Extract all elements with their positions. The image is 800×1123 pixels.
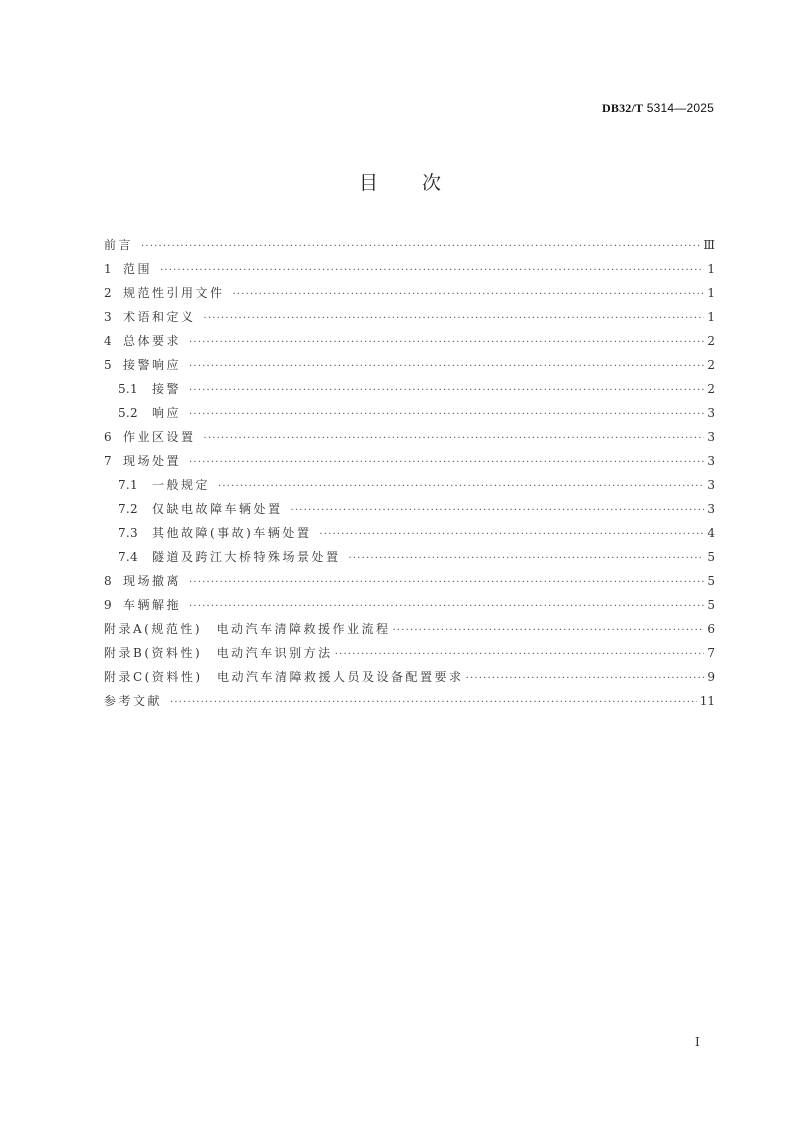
page-title-char-1: 目 xyxy=(358,172,378,194)
toc-leader-dots xyxy=(141,235,700,259)
toc-entry-section-1[interactable] xyxy=(104,257,715,281)
toc-entry-label: 参考文献 xyxy=(104,694,163,708)
toc-entry-appendix-a[interactable] xyxy=(104,617,715,641)
toc-entry-label: 现场处置 xyxy=(123,454,182,468)
toc-leader-dots xyxy=(204,427,705,451)
toc-entry-label: 响应 xyxy=(152,406,182,420)
page-title xyxy=(0,168,800,195)
toc-entry-page: 1 xyxy=(707,286,715,300)
toc-entry-label: 总体要求 xyxy=(123,334,182,348)
toc-entry-label: 规范性引用文件 xyxy=(123,286,225,300)
toc-leader-dots xyxy=(204,307,705,331)
toc-entry-number: 9 xyxy=(104,598,112,612)
toc-entry-page: 5 xyxy=(707,574,715,588)
table-of-contents xyxy=(104,233,715,713)
toc-entry-section-4[interactable] xyxy=(104,329,715,353)
toc-entry-number: 5 xyxy=(104,358,112,372)
toc-entry-label: 附录C(资料性) 电动汽车清障救援人员及设备配置要求 xyxy=(104,670,464,684)
toc-entry-page: 3 xyxy=(707,430,715,444)
toc-entry-number: 7.3 xyxy=(118,526,138,540)
document-code-prefix: DB32/T xyxy=(602,101,644,115)
toc-entry-page: Ⅲ xyxy=(703,238,715,252)
toc-entry-section-3[interactable] xyxy=(104,305,715,329)
toc-entry-section-9[interactable] xyxy=(104,593,715,617)
toc-entry-label: 附录B(资料性) 电动汽车识别方法 xyxy=(104,646,333,660)
toc-leader-dots xyxy=(291,499,705,523)
toc-entry-foreword[interactable] xyxy=(104,233,715,257)
document-code xyxy=(602,101,714,116)
toc-entry-section-7[interactable] xyxy=(104,449,715,473)
toc-entry-label: 附录A(规范性) 电动汽车清障救援作业流程 xyxy=(104,622,391,636)
toc-entry-references[interactable] xyxy=(104,689,715,713)
toc-entry-section-8[interactable] xyxy=(104,569,715,593)
toc-entry-number: 2 xyxy=(104,286,112,300)
toc-leader-dots xyxy=(189,355,704,379)
toc-entry-label: 前言 xyxy=(104,238,134,252)
toc-entry-label: 作业区设置 xyxy=(123,430,196,444)
page-title-char-2: 次 xyxy=(422,172,442,194)
page-number: Ⅰ xyxy=(695,1035,700,1049)
toc-leader-dots xyxy=(218,475,704,499)
toc-entry-number: 7 xyxy=(104,454,112,468)
toc-entry-number: 4 xyxy=(104,334,112,348)
toc-entry-label: 仅缺电故障车辆处置 xyxy=(152,502,283,516)
toc-leader-dots xyxy=(189,331,704,355)
toc-entry-appendix-c[interactable] xyxy=(104,665,715,689)
toc-entry-page: 5 xyxy=(707,598,715,612)
toc-entry-page: 1 xyxy=(707,310,715,324)
toc-entry-section-5-2[interactable] xyxy=(104,401,715,425)
toc-entry-number: 3 xyxy=(104,310,112,324)
toc-entry-label: 一般规定 xyxy=(152,478,211,492)
toc-leader-dots xyxy=(189,379,704,403)
toc-entry-label: 车辆解拖 xyxy=(123,598,182,612)
toc-entry-page: 3 xyxy=(707,478,715,492)
toc-entry-page: 6 xyxy=(707,622,715,636)
toc-entry-label: 范围 xyxy=(123,262,153,276)
toc-entry-number: 1 xyxy=(104,262,112,276)
toc-entry-label: 其他故障(事故)车辆处置 xyxy=(152,526,312,540)
toc-leader-dots xyxy=(393,619,705,643)
toc-leader-dots xyxy=(189,403,704,427)
toc-entry-section-5[interactable] xyxy=(104,353,715,377)
toc-entry-label: 现场撤离 xyxy=(123,574,182,588)
toc-leader-dots xyxy=(466,667,705,691)
toc-entry-page: 2 xyxy=(707,334,715,348)
toc-leader-dots xyxy=(189,571,704,595)
toc-entry-number: 5.2 xyxy=(118,406,138,420)
toc-entry-page: 11 xyxy=(699,694,715,708)
toc-entry-number: 6 xyxy=(104,430,112,444)
toc-entry-section-7-3[interactable] xyxy=(104,521,715,545)
toc-entry-page: 7 xyxy=(707,646,715,660)
document-code-number: 5314—2025 xyxy=(646,101,714,115)
toc-entry-number: 8 xyxy=(104,574,112,588)
toc-entry-section-7-1[interactable] xyxy=(104,473,715,497)
toc-leader-dots xyxy=(233,283,705,307)
toc-entry-page: 3 xyxy=(707,406,715,420)
toc-entry-number: 5.1 xyxy=(118,382,138,396)
toc-entry-number: 7.2 xyxy=(118,502,138,516)
toc-entry-section-2[interactable] xyxy=(104,281,715,305)
toc-leader-dots xyxy=(335,643,705,667)
toc-leader-dots xyxy=(319,523,704,547)
toc-entry-number: 7.4 xyxy=(118,550,138,564)
toc-entry-section-5-1[interactable] xyxy=(104,377,715,401)
toc-entry-section-6[interactable] xyxy=(104,425,715,449)
toc-entry-label: 隧道及跨江大桥特殊场景处置 xyxy=(152,550,341,564)
toc-leader-dots xyxy=(170,691,697,715)
toc-entry-page: 3 xyxy=(707,502,715,516)
toc-leader-dots xyxy=(349,547,705,571)
toc-leader-dots xyxy=(160,259,704,283)
toc-entry-number: 7.1 xyxy=(118,478,138,492)
toc-entry-page: 4 xyxy=(707,526,715,540)
toc-entry-page: 3 xyxy=(707,454,715,468)
toc-entry-appendix-b[interactable] xyxy=(104,641,715,665)
toc-leader-dots xyxy=(189,595,704,619)
toc-entry-section-7-4[interactable] xyxy=(104,545,715,569)
toc-entry-section-7-2[interactable] xyxy=(104,497,715,521)
toc-entry-label: 接警 xyxy=(152,382,182,396)
toc-entry-page: 5 xyxy=(707,550,715,564)
toc-entry-page: 2 xyxy=(707,358,715,372)
toc-entry-page: 2 xyxy=(707,382,715,396)
toc-entry-page: 9 xyxy=(707,670,715,684)
toc-entry-label: 接警响应 xyxy=(123,358,182,372)
toc-entry-label: 术语和定义 xyxy=(123,310,196,324)
toc-entry-page: 1 xyxy=(707,262,715,276)
toc-leader-dots xyxy=(189,451,704,475)
